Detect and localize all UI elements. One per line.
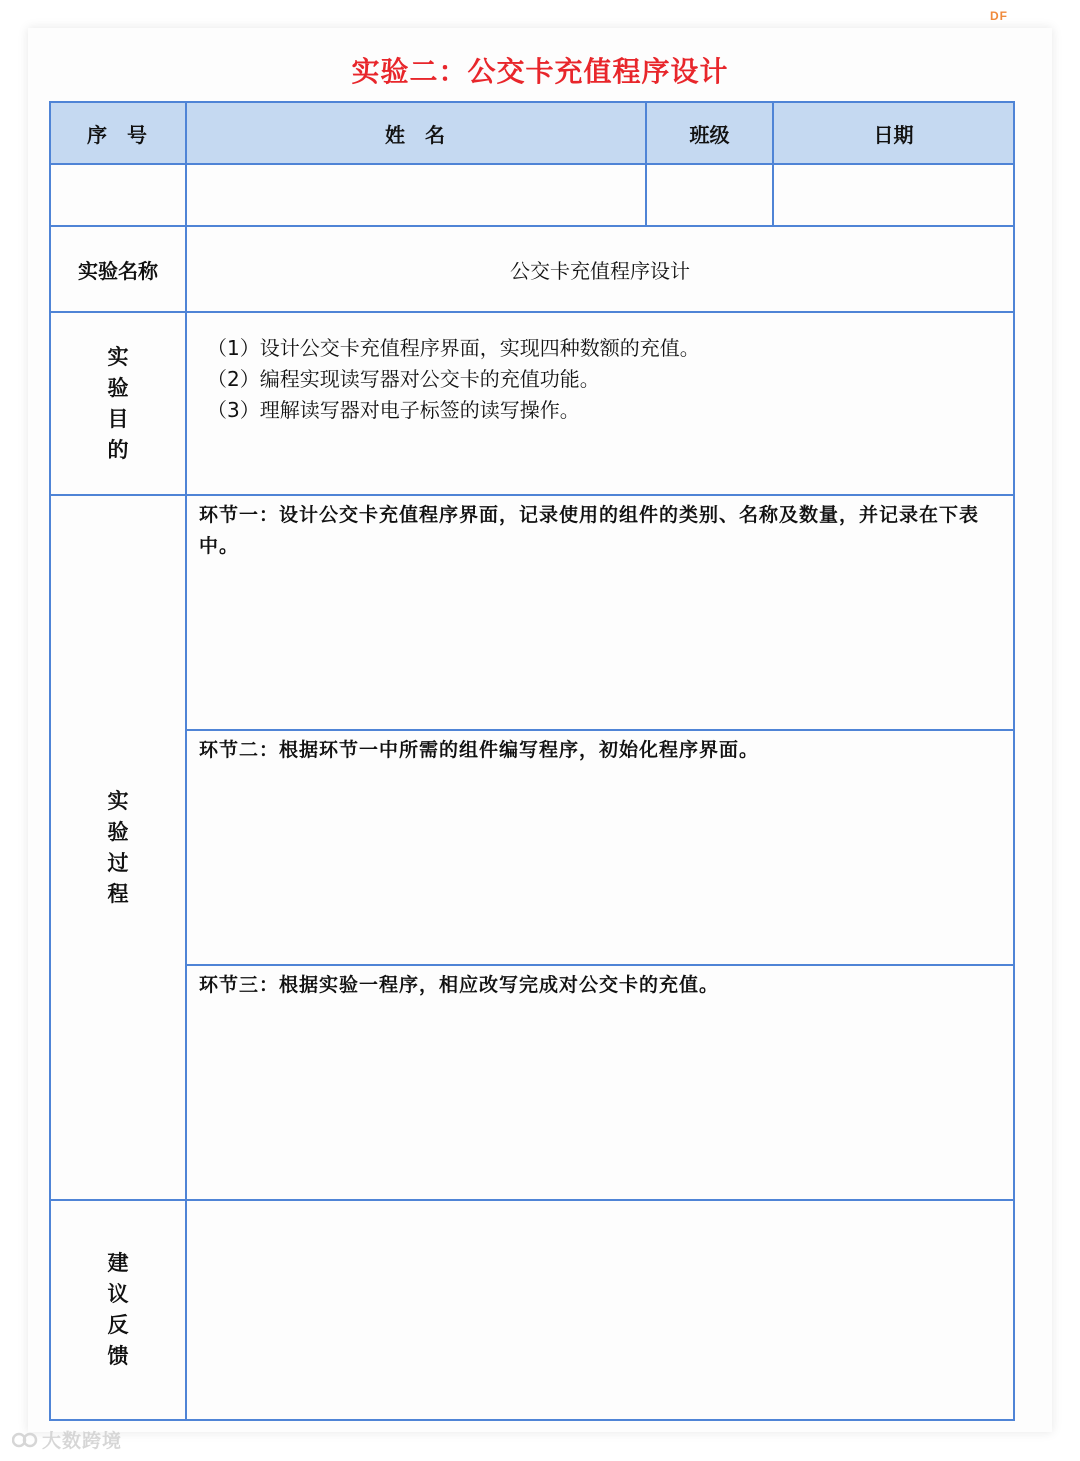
purpose-line: （1）设计公交卡充值程序界面，实现四种数额的充值。 [207,336,700,360]
header-name: 姓 名 [186,102,646,164]
header-date: 日期 [773,102,1014,164]
document-title: 实验二：公交卡充值程序设计 [351,55,729,88]
process-row-step2 [50,730,1014,965]
header-row [50,102,1014,164]
process-row-step3 [50,965,1014,1200]
purpose-row [50,312,1014,495]
watermark: 大数跨境 [12,1426,122,1453]
experiment-name-value: 公交卡充值程序设计 [186,226,1014,312]
process-step-2[interactable]: 环节二：根据环节一中所需的组件编写程序，初始化程序界面。 [186,730,1014,965]
feedback-row [50,1200,1014,1420]
purpose-line: （2）编程实现读写器对公交卡的充值功能。 [207,367,600,391]
info-input-row [50,164,1014,226]
process-label: 实 验 过 程 [50,495,186,1200]
process-step-3[interactable]: 环节三：根据实验一程序，相应改写完成对公交卡的充值。 [186,965,1014,1200]
experiment-name-label: 实验名称 [50,226,186,312]
purpose-label: 实 验 目 的 [50,312,186,495]
feedback-label: 建 议 反 馈 [50,1200,186,1420]
experiment-name-row [50,226,1014,312]
date-cell[interactable] [773,164,1014,226]
process-step-1[interactable]: 环节一：设计公交卡充值程序界面，记录使用的组件的类别、名称及数量，并记录在下表中。 [186,495,1014,730]
class-cell[interactable] [646,164,773,226]
purpose-content [186,312,1014,495]
seq-cell[interactable] [50,164,186,226]
header-class: 班级 [646,102,773,164]
header-seq: 序 号 [50,102,186,164]
purpose-line: （3）理解读写器对电子标签的读写操作。 [207,398,580,422]
corner-logo: DF [990,9,1008,23]
watermark-logo-icon [12,1431,38,1449]
experiment-form-table [49,101,1015,1421]
name-cell[interactable] [186,164,646,226]
feedback-content[interactable] [186,1200,1014,1420]
process-row-step1 [50,495,1014,730]
